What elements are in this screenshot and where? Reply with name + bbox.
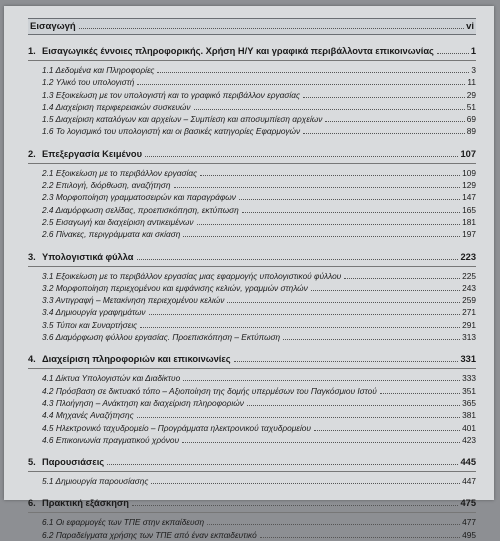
section-title: 3.6 Διαμόρφωση φύλλου εργασίας. Προεπισκόπηση – Εκτύπωση bbox=[42, 332, 281, 343]
section-title: 3.2 Μορφοποίηση περιεχομένου και εμφάνισης κελιών, γραμμών στηλών bbox=[42, 282, 308, 293]
dot-leader bbox=[227, 302, 460, 303]
section-page: 243 bbox=[462, 282, 476, 293]
dot-leader bbox=[79, 28, 464, 29]
section-page: 291 bbox=[462, 319, 476, 330]
chapter-divider bbox=[28, 163, 476, 164]
section-entry[interactable] bbox=[28, 306, 476, 318]
section-title: 3.3 Αντιγραφή – Μετακίνηση περιεχομένου κελιών bbox=[42, 295, 225, 306]
section-title: 1.2 Υλικό του υπολογιστή bbox=[42, 77, 135, 88]
section-page: 381 bbox=[462, 410, 476, 421]
section-title: 3.1 Εξοικείωση με το περιβάλλον εργασίας μιας εφαρμογής υπολογιστικού φύλλου bbox=[42, 270, 342, 281]
section-entry[interactable] bbox=[28, 319, 476, 331]
dot-leader bbox=[314, 430, 460, 431]
section-title: 2.5 Εισαγωγή και διαχείριση αντικειμένων bbox=[42, 216, 194, 227]
section-entry[interactable] bbox=[28, 422, 476, 434]
section-title: 6.2 Παραδείγματα χρήσης των ΤΠΕ από έναν εκπαιδευτικό bbox=[42, 529, 257, 540]
section-entry[interactable] bbox=[28, 372, 476, 384]
section-title: 4.6 Επικοινωνία πραγματικού χρόνου bbox=[42, 434, 180, 445]
section-page: 423 bbox=[462, 434, 476, 445]
section-page: 165 bbox=[462, 204, 476, 215]
dot-leader bbox=[344, 278, 460, 279]
chapter-divider bbox=[28, 368, 476, 369]
section-entry[interactable] bbox=[28, 64, 476, 76]
book-page bbox=[4, 6, 494, 540]
section-entry[interactable] bbox=[28, 475, 476, 487]
section-page: 147 bbox=[462, 192, 476, 203]
section-page: 89 bbox=[466, 126, 476, 137]
spacer bbox=[28, 487, 476, 497]
section-title: 4.5 Ηλεκτρονικό ταχυδρομείο – Προγράμματα ηλεκτρονικού ταχυδρομείου bbox=[42, 422, 311, 433]
section-page: 29 bbox=[466, 89, 476, 100]
chapter-entry[interactable] bbox=[28, 456, 476, 469]
chapter-title: Παρουσιάσεις bbox=[42, 457, 105, 468]
chapter-title: Επεξεργασία Κειμένου bbox=[42, 148, 143, 159]
section-page: 51 bbox=[466, 101, 476, 112]
section-title: 2.3 Μορφοποίηση γραμματοσειρών και παραγράφων bbox=[42, 192, 236, 203]
dot-leader bbox=[380, 393, 460, 394]
spacer bbox=[28, 241, 476, 251]
section-title: 3.4 Δημιουργία γραφημάτων bbox=[42, 307, 146, 318]
chapter-page: 445 bbox=[460, 457, 476, 468]
section-entry[interactable] bbox=[28, 270, 476, 282]
toc-intro-entry[interactable] bbox=[28, 18, 476, 35]
section-title: 4.3 Πλοήγηση – Ανάκτηση και διαχείριση πληροφοριών bbox=[42, 397, 244, 408]
dot-leader bbox=[325, 121, 464, 122]
section-entry[interactable] bbox=[28, 228, 476, 240]
section-title: 2.1 Εξοικείωση με το περιβάλλον εργασίας bbox=[42, 167, 198, 178]
chapter-number: 3. bbox=[28, 251, 36, 262]
section-page: 3 bbox=[471, 65, 476, 75]
dot-leader bbox=[247, 405, 460, 406]
dot-leader bbox=[149, 314, 461, 315]
dot-leader bbox=[137, 417, 460, 418]
chapter-title: Πρακτική εξάσκηση bbox=[42, 498, 129, 509]
chapter-page: 331 bbox=[460, 354, 476, 365]
dot-leader bbox=[303, 97, 465, 98]
section-page: 129 bbox=[462, 180, 476, 191]
section-title: 2.4 Διαμόρφωση σελίδας, προεπισκόπηση, εκτύπωση bbox=[42, 204, 239, 215]
toc-intro-page: vi bbox=[466, 21, 474, 32]
section-title: 3.5 Τύποι και Συναρτήσεις bbox=[42, 319, 138, 330]
section-entry[interactable] bbox=[28, 167, 476, 179]
chapter-divider bbox=[28, 471, 476, 472]
section-page: 225 bbox=[462, 270, 476, 281]
dot-leader bbox=[137, 259, 459, 260]
dot-leader bbox=[197, 224, 461, 225]
section-entry[interactable] bbox=[28, 216, 476, 228]
section-entry[interactable] bbox=[28, 331, 476, 343]
dot-leader bbox=[234, 361, 459, 362]
dot-leader bbox=[174, 187, 461, 188]
section-entry[interactable] bbox=[28, 294, 476, 306]
dot-leader bbox=[200, 175, 460, 176]
chapter-number: 2. bbox=[28, 148, 36, 159]
section-entry[interactable] bbox=[28, 282, 476, 294]
chapter-entry[interactable] bbox=[28, 353, 476, 366]
section-page: 333 bbox=[462, 373, 476, 384]
section-title: 4.4 Μηχανές Αναζήτησης bbox=[42, 410, 134, 421]
section-page: 365 bbox=[462, 397, 476, 408]
section-title: 5.1 Δημιουργία παρουσίασης bbox=[42, 476, 149, 487]
chapter-number: 6. bbox=[28, 498, 36, 509]
spacer bbox=[28, 446, 476, 456]
dot-leader bbox=[242, 212, 460, 213]
section-page: 271 bbox=[462, 307, 476, 318]
chapter-entry[interactable] bbox=[28, 148, 476, 161]
chapter-entry[interactable] bbox=[28, 45, 476, 58]
section-entry[interactable] bbox=[28, 529, 476, 541]
dot-leader bbox=[194, 109, 465, 110]
section-entry[interactable] bbox=[28, 397, 476, 409]
section-entry[interactable] bbox=[28, 101, 476, 113]
section-entry[interactable] bbox=[28, 125, 476, 137]
dot-leader bbox=[132, 505, 459, 506]
chapter-page: 107 bbox=[460, 148, 476, 159]
dot-leader bbox=[182, 442, 460, 443]
dot-leader bbox=[137, 84, 465, 85]
chapter-entry[interactable] bbox=[28, 497, 476, 510]
section-entry[interactable] bbox=[28, 204, 476, 216]
chapter-divider bbox=[28, 60, 476, 61]
chapter-divider bbox=[28, 512, 476, 513]
section-page: 11 bbox=[467, 77, 476, 88]
section-page: 181 bbox=[462, 216, 476, 227]
section-entry[interactable] bbox=[28, 113, 476, 125]
dot-leader bbox=[183, 236, 460, 237]
section-page: 197 bbox=[462, 229, 476, 240]
section-title: 1.6 Το λογισμικό του υπολογιστή και οι βασικές κατηγορίες Εφαρμογών bbox=[42, 126, 301, 137]
chapter-number: 4. bbox=[28, 354, 36, 365]
section-entry[interactable] bbox=[28, 179, 476, 191]
section-entry[interactable] bbox=[28, 191, 476, 203]
dot-leader bbox=[151, 483, 460, 484]
section-title: 2.2 Επιλογή, διόρθωση, αναζήτηση bbox=[42, 180, 171, 191]
section-title: 1.5 Διαχείριση καταλόγων και αρχείων – Συμπίεση και αποσυμπίεση αρχείων bbox=[42, 114, 323, 125]
section-entry[interactable] bbox=[28, 434, 476, 446]
chapter-title: Εισαγωγικές έννοιες πληροφορικής. Χρήση Η/Υ και γραφικά περιβάλλοντα επικοινωνίας bbox=[42, 46, 434, 56]
section-title: 4.1 Δίκτυα Υπολογιστών και Διαδίκτυο bbox=[42, 373, 181, 384]
section-title: 2.6 Πίνακες, περιγράμματα και σκίαση bbox=[42, 229, 181, 240]
section-entry[interactable] bbox=[28, 516, 476, 528]
dot-leader bbox=[207, 524, 460, 525]
section-entry[interactable] bbox=[28, 76, 476, 88]
chapter-page: 223 bbox=[460, 251, 476, 262]
section-title: 1.3 Εξοικείωση με τον υπολογιστή και το γραφικό περιβάλλον εργασίας bbox=[42, 89, 301, 100]
section-page: 313 bbox=[462, 332, 476, 343]
dot-leader bbox=[283, 339, 460, 340]
chapter-page: 475 bbox=[460, 498, 476, 509]
toc-intro-title: Εισαγωγή bbox=[30, 21, 76, 32]
section-title: 1.4 Διαχείριση περιφερειακών συσκευών bbox=[42, 101, 191, 112]
spacer bbox=[28, 343, 476, 353]
table-of-contents bbox=[28, 18, 476, 541]
chapter-number: 5. bbox=[28, 457, 36, 468]
dot-leader bbox=[303, 133, 465, 134]
section-entry[interactable] bbox=[28, 385, 476, 397]
dot-leader bbox=[107, 464, 458, 465]
section-title: 6.1 Οι εφαρμογές των ΤΠΕ στην εκπαίδευση bbox=[42, 517, 205, 528]
section-title: 1.1 Δεδομένα και Πληροφορίες bbox=[42, 65, 155, 75]
dot-leader bbox=[239, 199, 460, 200]
chapter-entry[interactable] bbox=[28, 251, 476, 264]
chapter-title: Διαχείριση πληροφοριών και επικοινωνίες bbox=[42, 354, 231, 365]
section-entry[interactable] bbox=[28, 409, 476, 421]
section-entry[interactable] bbox=[28, 89, 476, 101]
section-page: 109 bbox=[462, 167, 476, 178]
chapter-page: 1 bbox=[470, 46, 476, 56]
spacer bbox=[28, 138, 476, 148]
dot-leader bbox=[437, 53, 469, 54]
section-page: 495 bbox=[462, 529, 476, 540]
section-page: 259 bbox=[462, 295, 476, 306]
dot-leader bbox=[260, 537, 460, 538]
dot-leader bbox=[145, 156, 458, 157]
dot-leader bbox=[157, 72, 469, 73]
section-page: 351 bbox=[462, 385, 476, 396]
dot-leader bbox=[140, 327, 460, 328]
section-page: 477 bbox=[462, 517, 476, 528]
section-title: 4.2 Πρόσβαση σε δικτυακό τόπο – Αξιοποίηση της δομής υπερμέσων του Παγκόσμιου Ιστού bbox=[42, 385, 377, 396]
dot-leader bbox=[183, 380, 460, 381]
section-page: 447 bbox=[462, 476, 476, 487]
chapter-divider bbox=[28, 266, 476, 267]
chapter-title: Υπολογιστικά φύλλα bbox=[42, 251, 134, 262]
chapter-number: 1. bbox=[28, 46, 36, 56]
dot-leader bbox=[311, 290, 460, 291]
section-page: 401 bbox=[462, 422, 476, 433]
section-page: 69 bbox=[466, 114, 476, 125]
